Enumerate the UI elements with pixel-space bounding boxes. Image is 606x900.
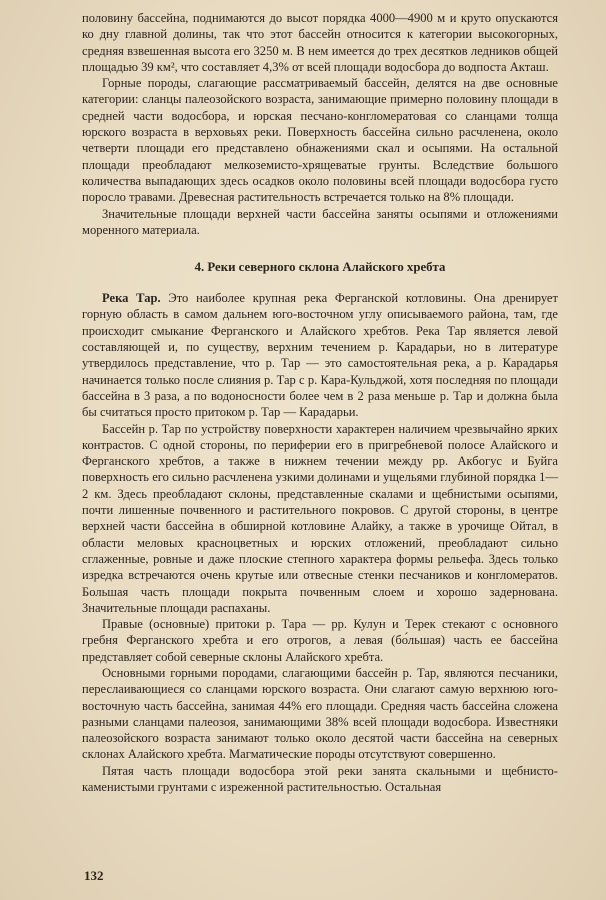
page-body [82, 10, 558, 795]
paragraph-geology: Основными горными породами, слагающими бассейн р. Тар, являются песчаники, переслаивающиеся со сланцами юрского возраста. Они слагают самую верхнюю юго-восточную часть бассейна, занимая 44% его площади. Средняя часть бассейна сложена разными сланцами палеозоя, занимающими 38% всей площади водосбора. Известняки палеозойского возраста занимают только около десятой части бассейна на северных склонах Алайского хребта. Магматические породы отсутствуют совершенно. [82, 665, 558, 762]
lead-paragraph-text: Это наиболее крупная река Ферганской котловины. Она дренирует горную область в самом дальнем юго-восточном углу описываемого района, там, где происходит смыкание Ферганского и Алайского хребтов. Река Тар является левой составляющей и, по существу, верхним течением р. Карадарьи, но в литературе утвердилось представление, что р. Тар — это самостоятельная река, а р. Карадарья начинается только после слияния р. Тар с р. Кара-Кульджой, хотя последняя по площади бассейна в 3 раза, а по водоносности более чем в 2 раза меньше р. Тар и должна была бы считаться просто притоком р. Тар — Карадарьи. [82, 291, 558, 420]
paragraph-tar-river [82, 290, 558, 420]
paragraph-continuation: половину бассейна, поднимаются до высот порядка 4000—4900 м и круто опускаются ко дну главной долины, так что этот бассейн относится к категории высокогорных, средняя взвешенная высота его 3250 м. В нем имеется до трех десятков ледников общей площадью 39 км², что составляет 4,3% от всей площади водосбора до водпоста Акташ. [82, 11, 558, 74]
section-heading: 4. Реки северного склона Алайского хребта [194, 260, 446, 275]
paragraph-surface: Бассейн р. Тар по устройству поверхности характерен наличием чрезвычайно ярких контрастов. С одной стороны, по периферии его в пригребневой полосе Алайского и Ферганского хребтов, а также в нижнем течении между рр. Акбогус и Буйга поверхность его сильно расчленена узкими долинами и ущельями глубиной порядка 1—2 км. Здесь преобладают склоны, представленные скалами и щебнистыми осыпями, почти лишенные почвенного и растительного покровов. С другой стороны, в центре верхней части бассейна в обширной котловине Алайку, а также в урочище Ойтал, в области меловых красноцветных и юрских отложений, преобладают сильно сглаженные, ровные и даже плоские степного характера формы рельефа. Здесь только изредка встречаются очень крутые или отвесные стенки песчаников и конгломератов. Большая часть площади покрыта почвенным слоем и хорошо задернована. Значительные площади распаханы. [82, 421, 558, 615]
lead-term: Река Тар. [102, 291, 161, 306]
paragraph-rocks: Горные породы, слагающие рассматриваемый бассейн, делятся на две основные категории: сланцы палеозойского возраста, занимающие примерно половину площади в средней части водосбора, и юрская песчано-конгломератовая со сланцами толща юрского возраста в верховьях реки. Поверхность бассейна сильно расчленена, около четверти площади его представлено обнажениями скал и осыпями. На остальной площади преобладают мелкоземисто-хрящеватые грунты. Вследствие большого количества выпадающих здесь осадков около половины всей площади водосбора густо поросло травами. Древесная растительность встречается только на 8% площади. [82, 76, 558, 205]
paragraph-soils: Пятая часть площади водосбора этой реки занята скальными и щебнисто-каменистыми грунтами с изреженной растительностью. Остальная [82, 763, 558, 795]
page-number: 132 [84, 868, 104, 883]
paragraph-tributaries: Правые (основные) притоки р. Тара — рр. Кулун и Терек стекают с основного гребня Ферганского хребта и его отрогов, а левая (бо́льшая) часть ее бассейна представляет собой северные склоны Алайского хребта. [82, 617, 558, 664]
paragraph-screes: Значительные площади верхней части бассейна заняты осыпями и отложениями моренного материала. [82, 206, 558, 237]
